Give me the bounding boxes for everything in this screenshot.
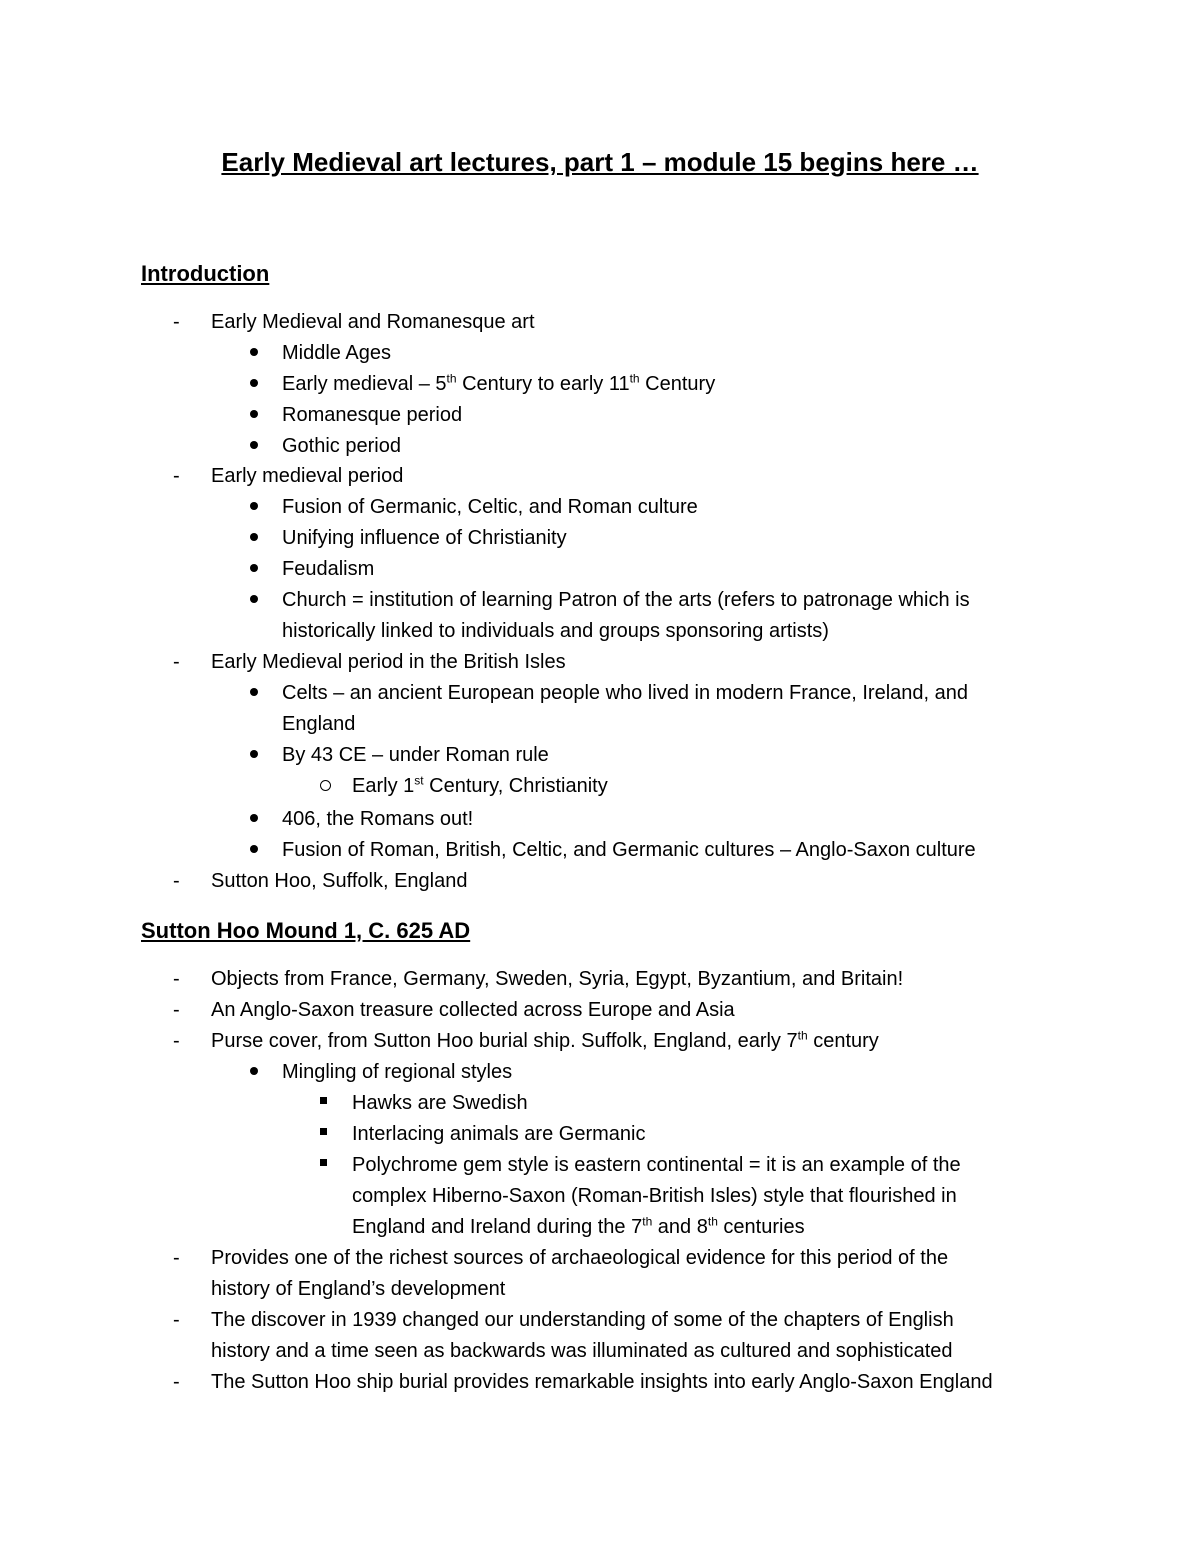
dash-bullet: - (173, 651, 180, 673)
dash-bullet: - (173, 1030, 180, 1052)
dash-bullet: - (173, 1247, 180, 1269)
dot-bullet (250, 400, 280, 431)
square-bullet (320, 1119, 350, 1150)
dot-bullet (250, 585, 280, 616)
document-page: Early Medieval art lectures, part 1 – module 15 begins here … Introduction - Early Medieval and Romanesque art Middle Ages Early medieval – 5th Century to early 11th Century Romanesque period Gothic period - Early medieval period Fusion of Germanic, Celtic, and Roman culture Unifying influence of Christianity Feudalism Church = institution of learning Patron of the arts (refers to patronage which is historically linked to individuals and groups sponsoring artists) - Early Medieval period in the British Isles Celts – an ancient European people who lived in modern France, Ireland, and England By 43 CE – under Roman rule Early 1st Century, Christianity 406, the Romans out! Fusion of Roman, British, Celtic, and Germanic cultures – Anglo-Saxon culture - Sutton Hoo, Suffolk, England Sutton Hoo Mound 1, C. 625 AD - Objects from France, Germany, Sweden, Syria, Egypt, Byzantium, and Britain! - An Anglo-Saxon treasure collected across Europe and Asia - Purse cover, from Sutton Hoo burial ship. Suffolk, England, early 7th century Mingling of regional styles Hawks are Swedish Interlacing animals are Germanic Polychrome gem style is eastern continental = it is an example of the complex Hiberno-Saxon (Roman-British Isles) style that flourished in England and Ireland during the 7th and 8th centuries - Provides one of the richest sources of archaeological evidence for this period of the history of England’s development - The discover in 1939 changed our understanding of some of the chapters of English history and a time seen as backwards was illuminated as cultured and sophisticated - The Sutton Hoo ship burial provides remarkable insights into early Anglo-Saxon England (0, 0, 1200, 1553)
document-title: Early Medieval art lectures, part 1 – module 15 begins here … (221, 147, 979, 177)
dot-bullet (250, 523, 280, 554)
dot-bullet (250, 1057, 280, 1088)
dash-bullet: - (173, 999, 180, 1021)
dash-bullet: - (173, 311, 180, 333)
dot-bullet (250, 554, 280, 585)
dot-bullet (250, 678, 280, 709)
section-heading-sutton-hoo: Sutton Hoo Mound 1, C. 625 AD (141, 918, 471, 943)
dash-bullet: - (173, 1309, 180, 1331)
dash-bullet: - (173, 465, 180, 487)
dot-bullet (250, 492, 280, 523)
dash-bullet: - (173, 870, 180, 892)
section-heading-introduction: Introduction (141, 261, 270, 286)
dash-bullet: - (173, 1371, 180, 1393)
dot-bullet (250, 369, 280, 400)
dot-bullet (250, 431, 280, 462)
dot-bullet (250, 338, 280, 369)
dot-bullet (250, 804, 280, 835)
square-bullet (320, 1150, 350, 1181)
square-bullet (320, 1088, 350, 1119)
circle-bullet (320, 771, 350, 802)
dash-bullet: - (173, 968, 180, 990)
dot-bullet (250, 740, 280, 771)
dot-bullet (250, 835, 280, 866)
